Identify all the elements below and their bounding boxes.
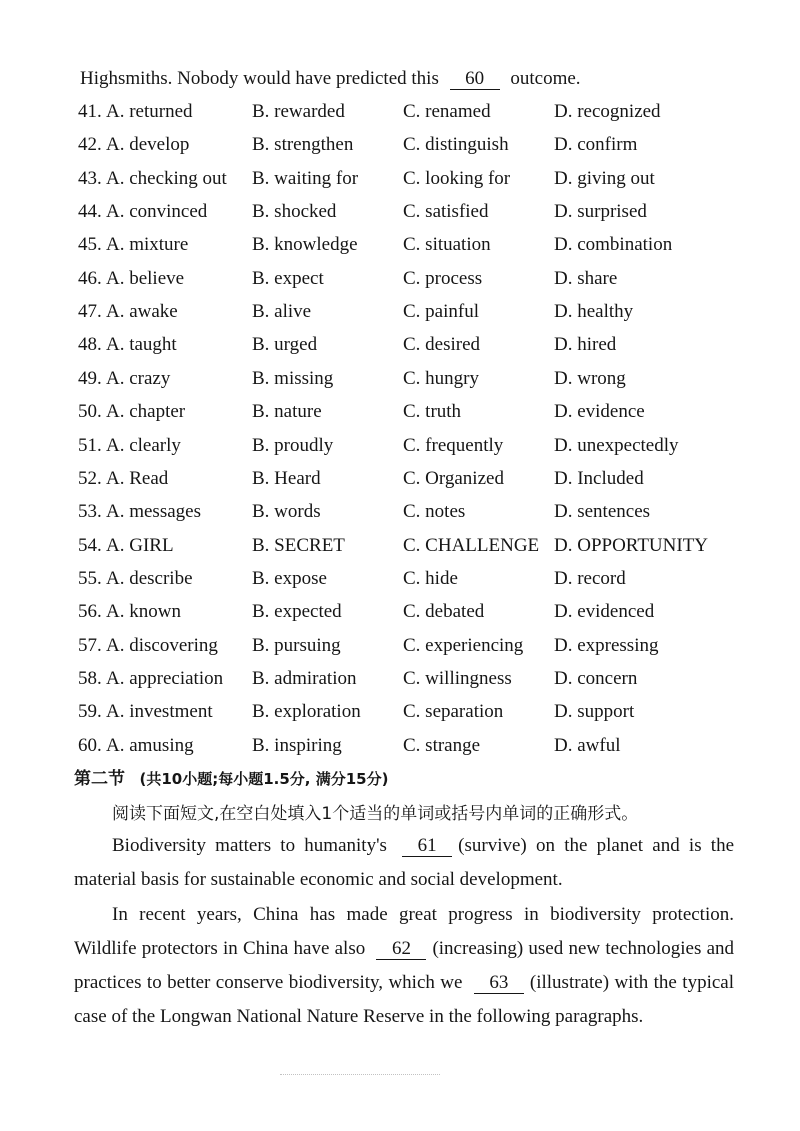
blank-61: 61 bbox=[402, 836, 452, 857]
option-c: C. looking for bbox=[403, 167, 511, 189]
passage-ending-tail: outcome. bbox=[510, 68, 581, 89]
option-d: D. expressing bbox=[554, 634, 659, 656]
option-c: C. process bbox=[403, 267, 483, 289]
option-d: D. healthy bbox=[554, 301, 634, 323]
question-row bbox=[78, 735, 758, 763]
question-row bbox=[78, 635, 758, 663]
option-c: C. painful bbox=[403, 301, 479, 323]
option-b: B. expected bbox=[252, 601, 342, 623]
question-row bbox=[78, 134, 758, 162]
option-a: A. crazy bbox=[106, 367, 171, 389]
section-2-heading bbox=[74, 764, 388, 789]
option-d: D. combination bbox=[554, 234, 673, 256]
section-2-title: 第二节 bbox=[74, 769, 125, 789]
option-d: D. concern bbox=[554, 667, 638, 689]
option-b: B. Heard bbox=[252, 467, 321, 489]
option-c: C. CHALLENGE bbox=[403, 534, 540, 556]
option-d: D. Included bbox=[554, 467, 644, 489]
question-number: 50. bbox=[78, 401, 102, 423]
option-c: C. desired bbox=[403, 334, 481, 356]
question-row bbox=[78, 601, 758, 629]
option-a: A. believe bbox=[106, 267, 185, 289]
question-number: 59. bbox=[78, 701, 102, 723]
hint-62: (increasing) bbox=[432, 938, 524, 959]
option-b: B. expose bbox=[252, 567, 327, 589]
option-a: A. convinced bbox=[106, 201, 208, 223]
option-a: A. amusing bbox=[106, 734, 194, 756]
option-c: C. distinguish bbox=[403, 134, 509, 156]
option-a: A. checking out bbox=[106, 167, 227, 189]
question-row bbox=[78, 101, 758, 129]
option-c: C. hide bbox=[403, 567, 458, 589]
option-a: A. develop bbox=[106, 134, 190, 156]
option-b: B. exploration bbox=[252, 701, 361, 723]
question-number: 44. bbox=[78, 201, 102, 223]
option-b: B. inspiring bbox=[252, 734, 342, 756]
option-b: B. nature bbox=[252, 401, 322, 423]
option-a: A. Read bbox=[106, 467, 169, 489]
question-row bbox=[78, 535, 758, 563]
option-b: B. words bbox=[252, 501, 321, 523]
section-2-score-note: (共10小题;每小题1.5分, 满分15分) bbox=[139, 770, 389, 788]
option-b: B. admiration bbox=[252, 667, 357, 689]
option-b: B. knowledge bbox=[252, 234, 358, 256]
blank-63: 63 bbox=[474, 973, 524, 994]
question-row bbox=[78, 334, 758, 362]
option-a: A. GIRL bbox=[106, 534, 174, 556]
question-row bbox=[78, 368, 758, 396]
question-number: 58. bbox=[78, 667, 102, 689]
option-d: D. OPPORTUNITY bbox=[554, 534, 709, 556]
question-number: 49. bbox=[78, 367, 102, 389]
option-a: A. returned bbox=[106, 101, 193, 122]
option-c: C. Organized bbox=[403, 467, 504, 489]
option-a: A. clearly bbox=[106, 434, 181, 456]
option-c: C. renamed bbox=[403, 101, 491, 122]
question-row bbox=[78, 401, 758, 429]
option-c: C. separation bbox=[403, 701, 504, 723]
question-row bbox=[78, 468, 758, 496]
option-a: A. taught bbox=[106, 334, 177, 356]
question-row bbox=[78, 668, 758, 696]
question-number: 41. bbox=[78, 101, 102, 122]
option-b: B. missing bbox=[252, 367, 334, 389]
blank-62: 62 bbox=[376, 939, 426, 960]
option-b: B. rewarded bbox=[252, 101, 345, 122]
passage-ending-text: Highsmiths. Nobody would have predicted this bbox=[80, 68, 439, 89]
option-d: D. record bbox=[554, 567, 626, 589]
p2-text-c: with the typical case of the Longwan National Nature Reserve in the following paragraphs. bbox=[74, 972, 734, 1027]
question-row bbox=[78, 168, 758, 196]
passage-paragraph-1 bbox=[74, 829, 734, 897]
question-row bbox=[78, 234, 758, 262]
question-row bbox=[78, 435, 758, 463]
question-number: 43. bbox=[78, 167, 102, 189]
question-number: 56. bbox=[78, 601, 102, 623]
option-d: D. support bbox=[554, 701, 635, 723]
option-c: C. situation bbox=[403, 234, 491, 256]
option-d: D. share bbox=[554, 267, 618, 289]
option-c: C. debated bbox=[403, 601, 485, 623]
question-number: 60. bbox=[78, 734, 102, 756]
question-row bbox=[78, 301, 758, 329]
question-row bbox=[78, 201, 758, 229]
question-number: 53. bbox=[78, 501, 102, 523]
option-a: A. mixture bbox=[106, 234, 189, 256]
question-row bbox=[78, 268, 758, 296]
question-number: 52. bbox=[78, 467, 102, 489]
option-d: D. surprised bbox=[554, 201, 647, 223]
option-b: B. alive bbox=[252, 301, 312, 323]
passage-paragraph-2 bbox=[74, 898, 734, 1034]
option-b: B. shocked bbox=[252, 201, 337, 223]
option-b: B. urged bbox=[252, 334, 318, 356]
question-row bbox=[78, 501, 758, 529]
option-a: A. messages bbox=[106, 501, 201, 523]
option-a: A. awake bbox=[106, 301, 178, 323]
option-d: D. unexpectedly bbox=[554, 434, 679, 456]
option-d: D. giving out bbox=[554, 167, 655, 189]
option-a: A. known bbox=[106, 601, 181, 623]
option-c: C. strange bbox=[403, 734, 481, 756]
option-a: A. investment bbox=[106, 701, 213, 723]
option-d: D. recognized bbox=[554, 101, 661, 122]
option-c: C. frequently bbox=[403, 434, 504, 456]
question-number: 42. bbox=[78, 134, 102, 156]
option-d: D. confirm bbox=[554, 134, 638, 156]
passage-ending-line bbox=[80, 68, 581, 90]
page-footer-mark bbox=[280, 1074, 440, 1081]
question-number: 47. bbox=[78, 301, 102, 323]
p2-text-a: In recent years, China has made great progress in biodiversity protection. Wildlife protectors in China have also bbox=[74, 904, 734, 959]
question-number: 57. bbox=[78, 634, 102, 656]
p2-text-b: used new technologies and practices to better conserve biodiversity, which we bbox=[74, 938, 734, 993]
option-b: B. pursuing bbox=[252, 634, 341, 656]
question-number: 54. bbox=[78, 534, 102, 556]
p1-text-a: Biodiversity matters to humanity's bbox=[112, 835, 387, 856]
option-d: D. sentences bbox=[554, 501, 651, 523]
question-number: 45. bbox=[78, 234, 102, 256]
option-c: C. willingness bbox=[403, 667, 512, 689]
section-2-instruction: 阅读下面短文,在空白处填入1个适当的单词或括号内单词的正确形式。 bbox=[112, 804, 639, 824]
question-number: 46. bbox=[78, 267, 102, 289]
option-c: C. truth bbox=[403, 401, 462, 423]
hint-63: (illustrate) bbox=[529, 972, 610, 993]
hint-61: (survive) bbox=[458, 835, 527, 856]
option-a: A. describe bbox=[106, 567, 193, 589]
question-number: 55. bbox=[78, 567, 102, 589]
option-d: D. wrong bbox=[554, 367, 626, 389]
option-c: C. satisfied bbox=[403, 201, 489, 223]
question-number: 48. bbox=[78, 334, 102, 356]
option-b: B. waiting for bbox=[252, 167, 359, 189]
option-a: A. chapter bbox=[106, 401, 186, 423]
option-c: C. notes bbox=[403, 501, 466, 523]
option-a: A. discovering bbox=[106, 634, 218, 656]
question-row bbox=[78, 701, 758, 729]
option-c: C. hungry bbox=[403, 367, 479, 389]
option-a: A. appreciation bbox=[106, 667, 224, 689]
option-b: B. strengthen bbox=[252, 134, 354, 156]
blank-60: 60 bbox=[450, 69, 500, 90]
question-row bbox=[78, 568, 758, 596]
question-number: 51. bbox=[78, 434, 102, 456]
option-b: B. proudly bbox=[252, 434, 334, 456]
option-b: B. SECRET bbox=[252, 534, 345, 556]
option-d: D. awful bbox=[554, 734, 621, 756]
option-b: B. expect bbox=[252, 267, 324, 289]
option-d: D. evidence bbox=[554, 401, 645, 423]
option-d: D. hired bbox=[554, 334, 617, 356]
option-c: C. experiencing bbox=[403, 634, 524, 656]
p1-text-b: on the planet and is the material basis for sustainable economic and social development. bbox=[74, 835, 735, 890]
option-d: D. evidenced bbox=[554, 601, 655, 623]
